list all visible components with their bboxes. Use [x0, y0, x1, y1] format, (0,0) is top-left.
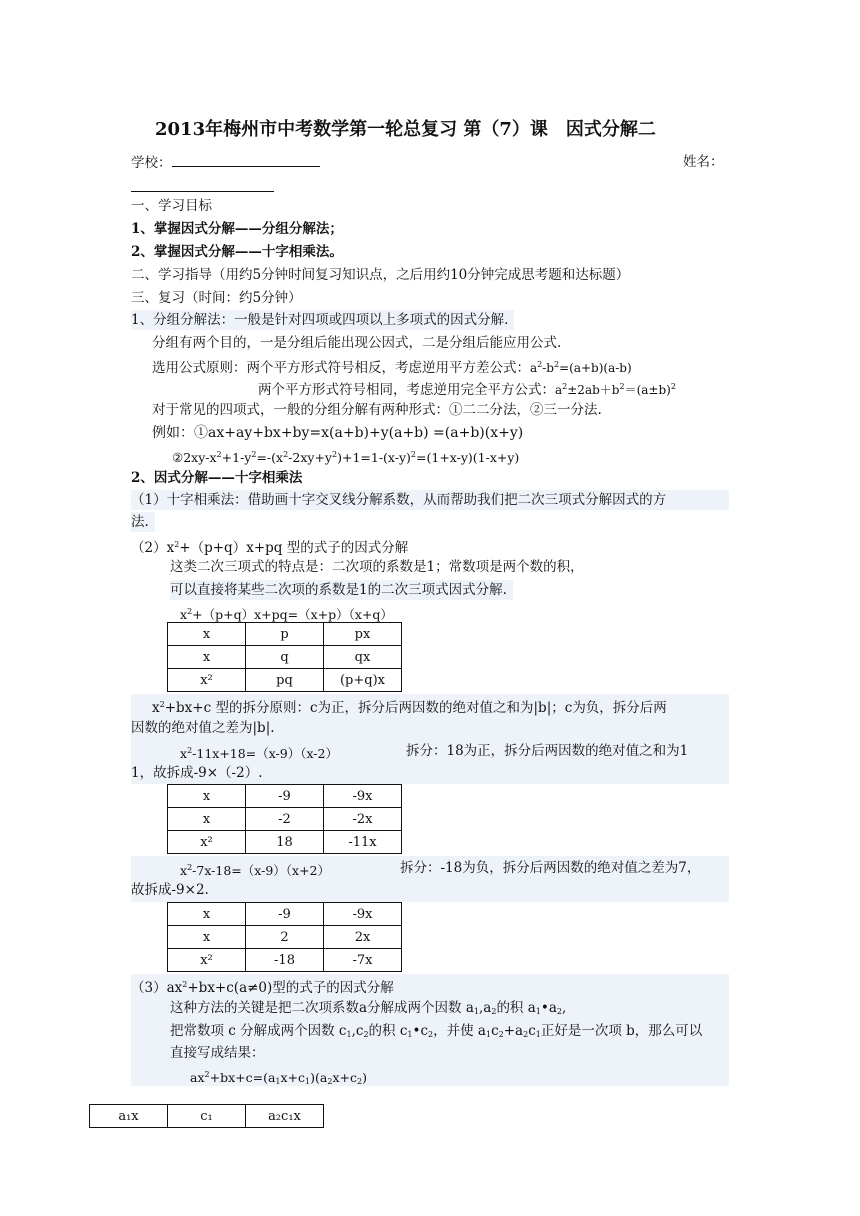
cell: -9x — [324, 903, 402, 926]
four-term-forms: 对于常见的四项式，一般的分组分解有两种形式：①二二分法，②三一分法. — [152, 402, 602, 418]
cell: -18 — [246, 949, 324, 972]
grouping-purpose: 分组有两个目的，一是分组后能出现公因式，二是分组后能应用公式. — [152, 335, 562, 351]
cell: -2x — [324, 808, 402, 831]
table-row — [168, 623, 402, 646]
formula-principle-2 — [258, 377, 676, 400]
example-4-formula: $x^2-7x-18=(x-9)(x+2)$ — [180, 863, 330, 878]
table-row — [168, 808, 402, 831]
principle-text: 选用公式原则：两个平方形式符号相反，考虑逆用平方差公式： — [152, 360, 530, 376]
example-4-explain-2: 故拆成-9×2. — [131, 882, 209, 898]
perfect-square: $a^2\pm 2ab+b^2=(a\pm b)^2$ — [555, 382, 676, 397]
difference-of-squares: $a^2-b^2=(a+b)(a-b)$ — [530, 360, 632, 375]
cell: -9 — [246, 903, 324, 926]
split-rule-1: $x^2+bx+c$ 型的拆分原则：c为正，拆分后两因数的绝对值之和为|b|；c为负，拆分后两 — [152, 700, 667, 716]
grouping-intro: 1、分组分解法：一般是针对四项或四项以上多项式的因式分解. — [131, 310, 514, 330]
cell: x — [168, 903, 246, 926]
cell: qx — [324, 646, 402, 669]
key-idea-1: 这种方法的关键是把二次项系数a分解成两个因数 $a_1,a_2$的积 $a_1•a_2$, — [170, 1000, 567, 1016]
cross-method-def-1: （1）十字相乘法：借助画十字交叉线分解系数，从而帮助我们把二次三项式分解因式的方 — [131, 490, 729, 510]
section-guidance: 二、学习指导（用约5分钟时间复习知识点，之后用约10分钟完成思考题和达标题） — [131, 267, 630, 283]
school-blank — [172, 152, 320, 167]
table-row — [168, 646, 402, 669]
cell: x — [168, 646, 246, 669]
cell: x — [168, 808, 246, 831]
cell: 2x — [324, 926, 402, 949]
cell: a₁x — [90, 1105, 168, 1128]
cell: a₂c₁x — [246, 1105, 324, 1128]
table-row — [168, 926, 402, 949]
cell: x — [168, 926, 246, 949]
cell: px — [324, 623, 402, 646]
table-row — [90, 1105, 324, 1128]
subheading-3: $(3)ax^2+bx+c(a\ne 0)$型的式子的因式分解 — [131, 980, 394, 996]
cell: x² — [168, 669, 246, 692]
objective-2: 2、掌握因式分解——十字相乘法。 — [131, 244, 343, 260]
cross-method-def-2: 法. — [131, 512, 155, 532]
cell: (p+q)x — [324, 669, 402, 692]
cell: c₁ — [168, 1105, 246, 1128]
general-formula-a: $ax^2+bx+c=(a_1x+c_1)(a_2x+c_2)$ — [190, 1070, 367, 1086]
page-title: 2013年梅州市中考数学第一轮总复习 第（7）课 因式分解二 — [155, 119, 656, 140]
school-field[interactable] — [131, 152, 320, 173]
cross-table-1 — [167, 622, 402, 692]
cross-table-2 — [167, 784, 402, 854]
cell: -11x — [324, 831, 402, 854]
key-idea-3: 直接写成结果： — [170, 1045, 265, 1061]
example-3-explain-2: 1，故拆成-9×（-2）. — [131, 765, 263, 781]
cross-method-heading: 2、因式分解——十字相乘法 — [131, 470, 303, 486]
example-4-explain: 拆分：-18为负，拆分后两因数的绝对值之差为7， — [400, 860, 701, 876]
cell: -9 — [246, 785, 324, 808]
cell: -9x — [324, 785, 402, 808]
school-label: 学校： — [131, 155, 172, 171]
cross-table-4 — [89, 1104, 324, 1128]
cell: -7x — [324, 949, 402, 972]
table-row — [168, 785, 402, 808]
section-objectives: 一、学习目标 — [131, 198, 212, 214]
cell: 18 — [246, 831, 324, 854]
table-row — [168, 831, 402, 854]
cell: p — [246, 623, 324, 646]
example-2: $②2xy-x^2+1-y^2=-(x^2-2xy+y^2)+1=1-(x-y)^2=(1+x-y)(1-x+y)$ — [172, 450, 520, 465]
objective-1: 1、掌握因式分解——分组分解法； — [131, 221, 343, 237]
example-1: 例如：①ax+ay+bx+by=x(a+b)+y(a+b) =(a+b)(x+y) — [152, 425, 524, 441]
split-rule-text: 型的拆分原则：c为正，拆分后两因数的绝对值之和为|b|；c为负，拆分后两 — [215, 700, 667, 716]
table-row — [168, 949, 402, 972]
cell: pq — [246, 669, 324, 692]
cell: 2 — [246, 926, 324, 949]
general-formula: $x^2+(p+q)x+pq=(x+p)(x+q)$ — [180, 607, 393, 622]
table-row — [168, 903, 402, 926]
key-idea-2: 把常数项 c 分解成两个因数 $c_1,c_2$的积 $c_1•c_2$，并使 $a_1c_2+a_2c_1$正好是一次项 b，那么可以 — [170, 1023, 703, 1039]
subheading-2: $(2)x^2+(p+q)x+pq$ 型的式子的因式分解 — [131, 540, 409, 556]
split-rule-2: 因数的绝对值之差为|b|. — [131, 720, 275, 736]
formula-principle-1 — [152, 355, 632, 378]
cell: x² — [168, 831, 246, 854]
cell: -2 — [246, 808, 324, 831]
example-3-explain: 拆分：18为正，拆分后两因数的绝对值之和为1 — [406, 743, 689, 759]
name-blank — [131, 191, 274, 192]
example-3-formula: $x^2-11x+18=(x-9)(x-2)$ — [180, 746, 338, 761]
cell: x — [168, 623, 246, 646]
feature-text: 这类二次三项式的特点是：二次项的系数是1；常数项是两个数的积， — [170, 559, 584, 575]
cell: q — [246, 646, 324, 669]
table-row — [168, 669, 402, 692]
cell: x² — [168, 949, 246, 972]
section-review: 三、复习（时间：约5分钟） — [131, 290, 302, 306]
principle-text: 两个平方形式符号相同，考虑逆用完全平方公式： — [258, 382, 555, 398]
key-idea-text: 这种方法的关键是把二次项系数a分解成两个因数 — [170, 1000, 462, 1016]
name-label: 姓名： — [683, 154, 724, 170]
feature-text-2: 可以直接将某些二次项的系数是1的二次三项式因式分解. — [170, 580, 513, 600]
cell: x — [168, 785, 246, 808]
cross-table-3 — [167, 902, 402, 972]
